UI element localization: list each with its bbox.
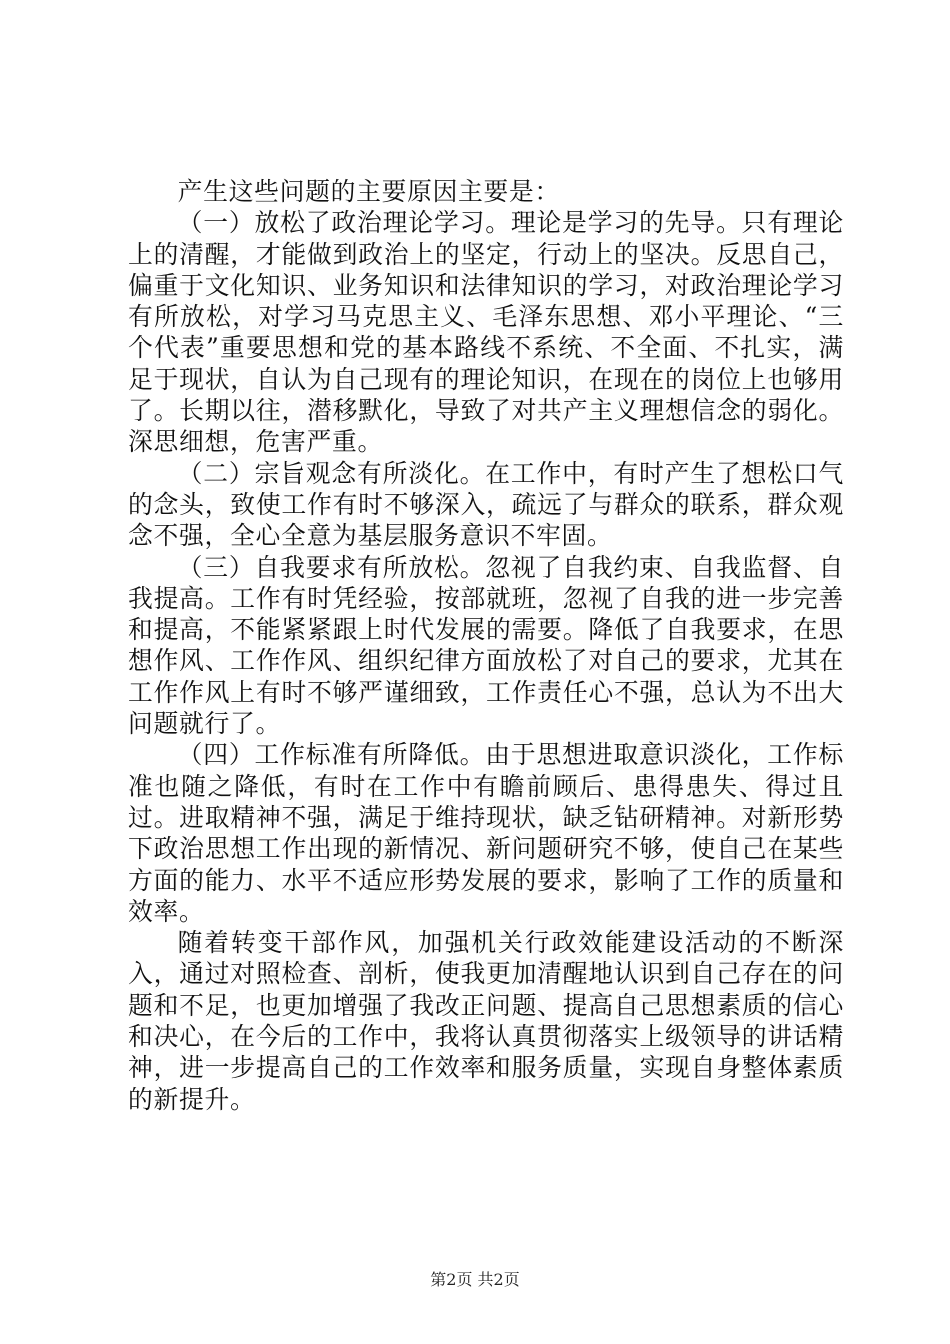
document-body (128, 176, 844, 1115)
paragraph-cause-1: （一）放松了政治理论学习。理论是学习的先导。只有理论上的清醒，才能做到政治上的坚定，行动上的坚决。反思自己，偏重于文化知识、业务知识和法律知识的学习，对政治理论学习有所放松，对学习马克思主义、毛泽东思想、邓小平理论、“三个代表”重要思想和党的基本路线不系统、不全面、不扎实，满足于现状，自认为自己现有的理论知识，在现在的岗位上也够用了。长期以往，潜移默化，导致了对共产主义理想信念的弱化。深思细想，危害严重。 (128, 208, 844, 457)
paragraph-cause-2: （二）宗旨观念有所淡化。在工作中，有时产生了想松口气的念头，致使工作有时不够深入，疏远了与群众的联系，群众观念不强，全心全意为基层服务意识不牢固。 (128, 458, 844, 551)
paragraph-causes-intro: 产生这些问题的主要原因主要是： (177, 177, 561, 206)
page-number-footer: 第2页 共2页 (430, 1270, 520, 1289)
paragraph-cause-3: （三）自我要求有所放松。忽视了自我约束、自我监督、自我提高。工作有时凭经验，按部就班，忽视了自我的进一步完善和提高，不能紧紧跟上时代发展的需要。降低了自我要求，在思想作风、工作作风、组织纪律方面放松了对自己的要求，尤其在工作作风上有时不够严谨细致，工作责任心不强，总认为不出大问题就行了。 (128, 552, 844, 739)
paragraph-conclusion: 随着转变干部作风，加强机关行政效能建设活动的不断深入，通过对照检查、剖析，使我更加清醒地认识到自己存在的问题和不足，也更加增强了我改正问题、提高自己思想素质的信心和决心，在今后的工作中，我将认真贯彻落实上级领导的讲话精神，进一步提高自己的工作效率和服务质量，实现自身整体素质的新提升。 (128, 928, 844, 1114)
paragraph-cause-4: （四）工作标准有所降低。由于思想进取意识淡化，工作标准也随之降低，有时在工作中有瞻前顾后、患得患失、得过且过。进取精神不强，满足于维持现状，缺乏钻研精神。对新形势下政治思想工作出现的新情况、新问题研究不够，使自己在某些方面的能力、水平不适应形势发展的要求，影响了工作的质量和效率。 (128, 740, 844, 926)
